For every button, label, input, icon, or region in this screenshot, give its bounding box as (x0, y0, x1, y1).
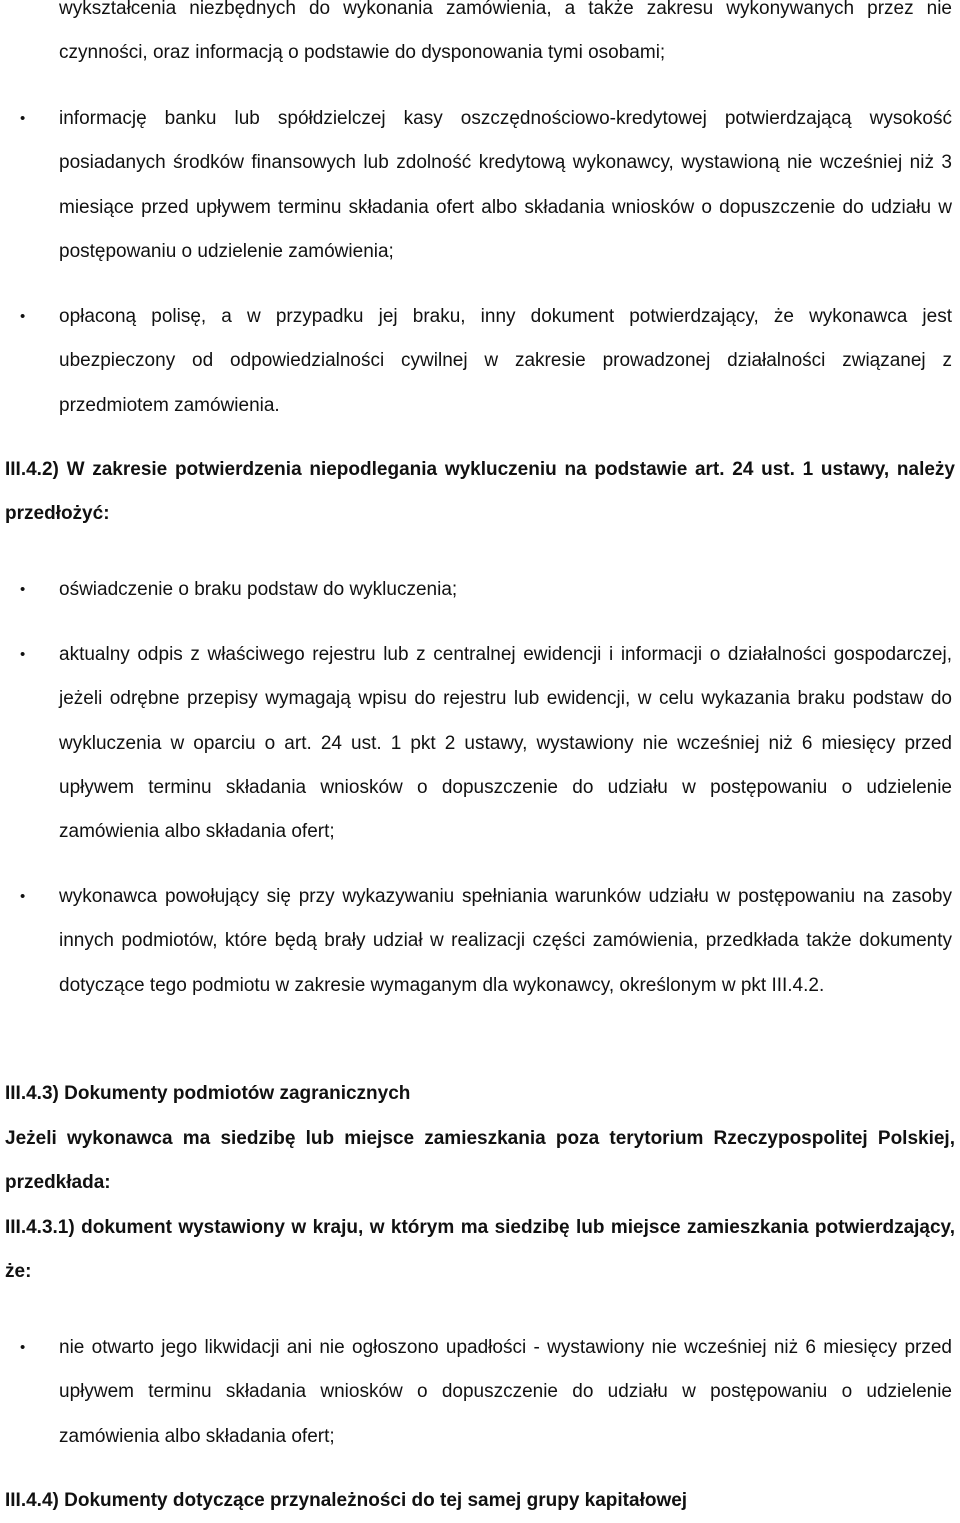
section-heading: III.4.3) Dokumenty podmiotów zagranicznych (5, 1083, 411, 1104)
list-item: oświadczenie o braku podstaw do wykluczenia; (59, 579, 458, 600)
section-heading: III.4.4) Dokumenty dotyczące przynależności do tej samej grupy kapitałowej (5, 1490, 688, 1511)
bullet-icon: • (20, 581, 26, 598)
section-heading: III.4.3.1) dokument wystawiony w kraju, w którym ma siedzibę lub miejsce zamieszkania potwierdzający, że: (5, 1217, 955, 1283)
list-item: nie otwarto jego likwidacji ani nie ogłoszono upadłości - wystawiony nie wcześniej niż 6 miesięcy przed upływem terminu składania wniosków o dopuszczenie do udziału w postępowaniu o udzielenie zamówienia albo składania ofert; (59, 1337, 952, 1447)
list-item: aktualny odpis z właściwego rejestru lub z centralnej ewidencji i informacji o działalności gospodarczej, jeżeli odrębne przepisy wymagają wpisu do rejestru lub ewidencji, w celu wykazania braku podstaw do wykluczenia w oparciu o art. 24 ust. 1 pkt 2 ustawy, wystawiony nie wcześniej niż 6 miesięcy przed upływem terminu składania wniosków o dopuszczenie do udziału w postępowaniu o udzielenie zamówienia albo składania ofert; (59, 644, 952, 843)
list-item: informację banku lub spółdzielczej kasy oszczędnościowo-kredytowej potwierdzającą wysokość posiadanych środków finansowych lub zdolność kredytową wykonawcy, wystawioną nie wcześniej niż 3 miesiące przed upływem terminu składania ofert albo składania wniosków o dopuszczenie do udziału w postępowaniu o udzielenie zamówienia; (59, 108, 952, 262)
section-heading: III.4.2) W zakresie potwierdzenia niepodlegania wykluczeniu na podstawie art. 24 ust. 1 ustawy, należy przedłożyć: (5, 459, 955, 525)
bullet-icon: • (20, 888, 26, 905)
list-item: wykonawca powołujący się przy wykazywaniu spełniania warunków udziału w postępowaniu na zasoby innych podmiotów, które będą brały udział w realizacji części zamówienia, przedkłada także dokumenty dotyczące tego podmiotu w zakresie wymaganym dla wykonawcy, określonym w pkt III.4.2. (59, 886, 952, 996)
bullet-icon: • (20, 646, 26, 663)
bullet-icon: • (20, 1339, 26, 1356)
bullet-icon: • (20, 308, 26, 325)
section-heading: Jeżeli wykonawca ma siedzibę lub miejsce zamieszkania poza terytorium Rzeczypospolitej Polskiej, przedkłada: (5, 1128, 955, 1194)
bullet-icon: • (20, 110, 26, 127)
paragraph-continuation: wykształcenia niezbędnych do wykonania zamówienia, a także zakresu wykonywanych przez nie czynności, oraz informacją o podstawie do dysponowania tymi osobami; (59, 0, 952, 64)
list-item: opłaconą polisę, a w przypadku jej braku, inny dokument potwierdzający, że wykonawca jest ubezpieczony od odpowiedzialności cywilnej w zakresie prowadzonej działalności związanej z przedmiotem zamówienia. (59, 306, 952, 416)
